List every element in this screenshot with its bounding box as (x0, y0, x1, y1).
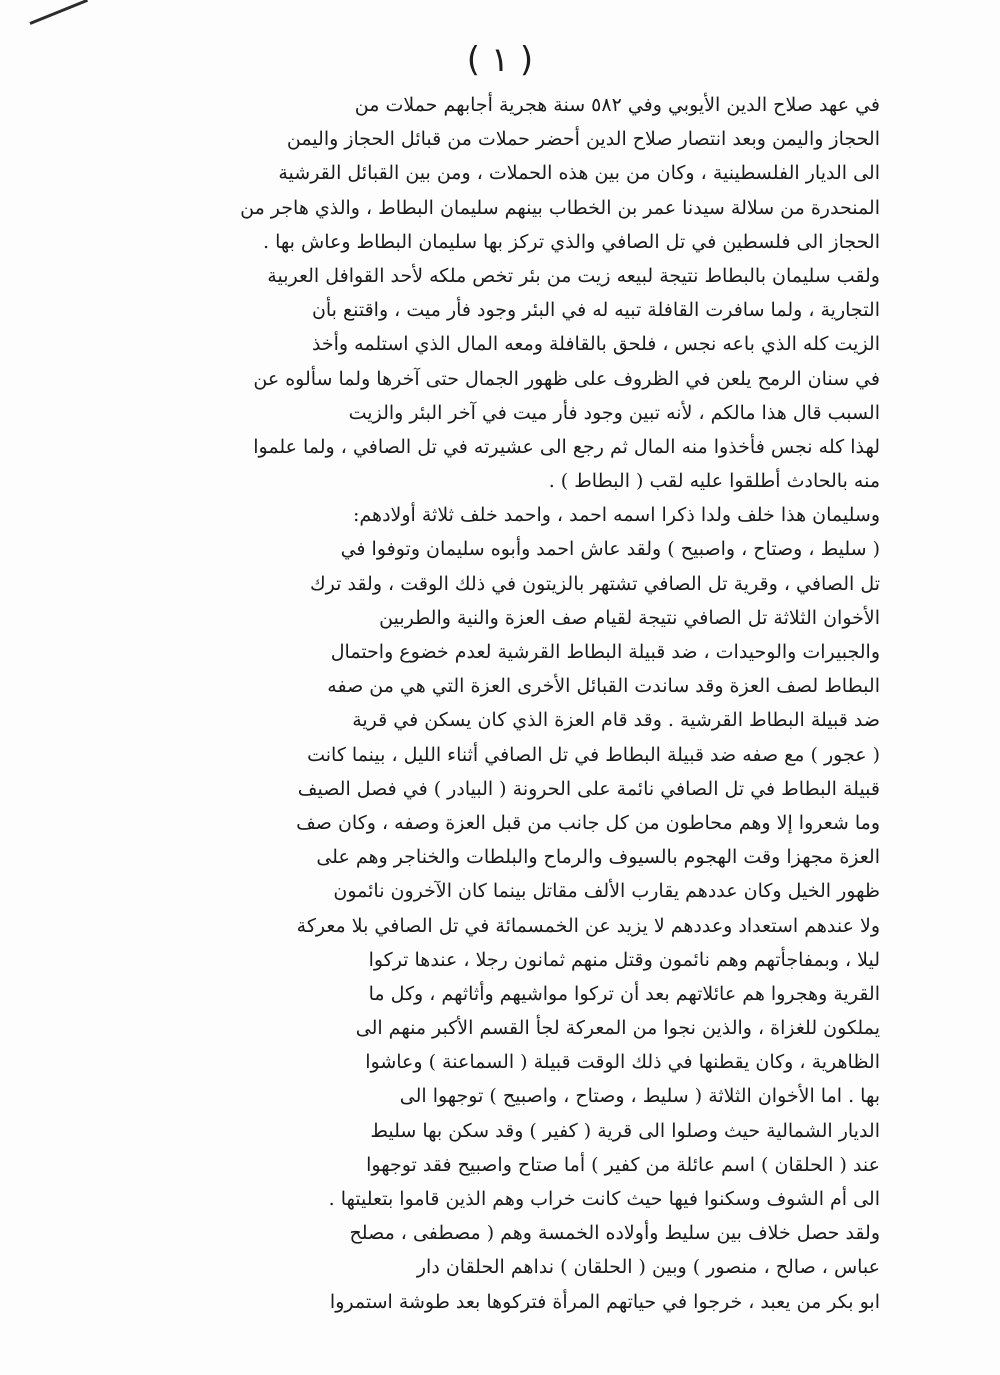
pen-stroke-mark (29, 0, 88, 25)
text-line: وسليمان هذا خلف ولدا ذكرا اسمه احمد ، واحمد خلف ثلاثة أولادهم: (353, 504, 880, 527)
page-number: ( ١ ) (466, 40, 534, 80)
text-line: ضد قبيلة البطاط القرشية . وقد قام العزة الذي كان يسكن في قرية (352, 709, 880, 732)
text-line: العزة مجهزا وقت الهجوم بالسيوف والرماح والبلطات والخناجر وهم على (316, 846, 880, 869)
text-line: الحجاز الى فلسطين في تل الصافي والذي تركز بها سليمان البطاط وعاش بها . (263, 230, 880, 253)
text-line: الأخوان الثلاثة تل الصافي نتيجة لقيام صف العزة والنية والطربين (379, 606, 880, 629)
text-line: قبيلة البطاط في تل الصافي نائمة على الحرونة ( البيادر ) في فصل الصيف (297, 777, 880, 800)
text-line: البطاط لصف العزة وقد ساندت القبائل الأخرى العزة التي هي من صفه (327, 675, 880, 698)
text-line: ولا عندهم استعداد وعددهم لا يزيد عن الخمسمائة في تل الصافي بلا معركة (296, 914, 880, 937)
text-line: الى أم الشوف وسكنوا فيها حيث كانت خراب وهم الذين قاموا بتعليتها . (328, 1188, 880, 1210)
text-line: الى الديار الفلسطينية ، وكان من بين هذه الحملات ، ومن بين القبائل القرشية (278, 162, 880, 185)
text-line: القرية وهجروا هم عائلاتهم بعد أن تركوا مواشيهم وأثاثهم ، وكل ما (368, 982, 880, 1005)
text-line: ولقد حصل خلاف بين سليط وأولاده الخمسة وهم ( مصطفى ، مصلح (349, 1222, 880, 1245)
text-line: ( سليط ، وصتاح ، واصبيح ) ولقد عاش احمد وأبوه سليمان وتوفوا في (340, 538, 880, 561)
text-line: ( عجور ) مع صفه ضد قبيلة البطاط في تل الصافي أثناء الليل ، بينما كانت (307, 743, 880, 766)
text-line: يملكون للغزاة ، والذين نجوا من المعركة لجأ القسم الأكبر منهم الى (355, 1017, 880, 1040)
text-line: ظهور الخيل وكان عددهم يقارب الألف مقاتل بينما كان الآخرون نائمون (333, 880, 880, 903)
text-line: وما شعروا إلا وهم محاطون من كل جانب من قبل العزة وصفه ، وكان صف (296, 811, 880, 834)
text-line: ليلا ، وبمفاجأتهم وهم نائمون وقتل منهم ثمانون رجلا ، عندها تركوا (368, 948, 880, 971)
text-line: منه بالحادث أطلقوا عليه لقب ( البطاط ) . (548, 470, 880, 493)
text-line: المنحدرة من سلالة سيدنا عمر بن الخطاب بينهم سليمان البطاط ، والذي هاجر من (240, 196, 880, 219)
handwritten-text-block (120, 88, 880, 1319)
text-line: في سنان الرمح يلعن في الظروف على ظهور الجمال حتى آخرها ولما سألوه عن (253, 367, 880, 390)
text-line: ولقب سليمان بالبطاط نتيجة لبيعه زيت من بئر تخص ملكه لأحد القوافل العربية (267, 264, 880, 287)
text-line: الديار الشمالية حيث وصلوا الى قرية ( كفير ) وقد سكن بها سليط (370, 1119, 880, 1142)
text-line: ابو بكر من يعبد ، خرجوا في حياتهم المرأة فتركوها بعد طوشة استمروا (329, 1290, 880, 1313)
text-line: الحجاز واليمن وبعد انتصار صلاح الدين أحضر حملات من قبائل الحجاز واليمن (286, 128, 880, 151)
text-line: في عهد صلاح الدين الأيوبي وفي ٥٨٢ سنة هجرية أجابهم حملات من (354, 94, 880, 116)
text-line: الظاهرية ، وكان يقطنها في ذلك الوقت قبيلة ( السماعنة ) وعاشوا (365, 1051, 880, 1074)
text-line: الزيت كله الذي باعه نجس ، فلحق بالقافلة ومعه المال الذي استلمه وأخذ (311, 333, 880, 356)
text-line: عند ( الحلقان ) اسم عائلة من كفير ) أما صتاح واصبيح فقد توجهوا (366, 1153, 880, 1176)
text-line: تل الصافي ، وقرية تل الصافي تشتهر بالزيتون في ذلك الوقت ، ولقد ترك (310, 572, 880, 595)
text-line: والجبيرات والوحيدات ، ضد قبيلة البطاط القرشية لعدم خضوع واحتمال (330, 641, 880, 663)
text-line: بها . اما الأخوان الثلاثة ( سليط ، وصتاح ، واصبيح ) توجهوا الى (399, 1085, 880, 1108)
text-line: عباس ، صالح ، منصور ) وبين ( الحلقان ) نداهم الحلقان دار (416, 1256, 880, 1279)
text-line: التجارية ، ولما سافرت القافلة تبيه له في البئر وجود فأر ميت ، واقتنع بأن (311, 299, 880, 322)
text-line: السبب قال هذا مالكم ، لأنه تبين وجود فأر ميت في آخر البئر والزيت (348, 401, 880, 424)
text-line: لهذا كله نجس فأخذوا منه المال ثم رجع الى عشيرته في تل الصافي ، ولما علموا (253, 435, 880, 458)
